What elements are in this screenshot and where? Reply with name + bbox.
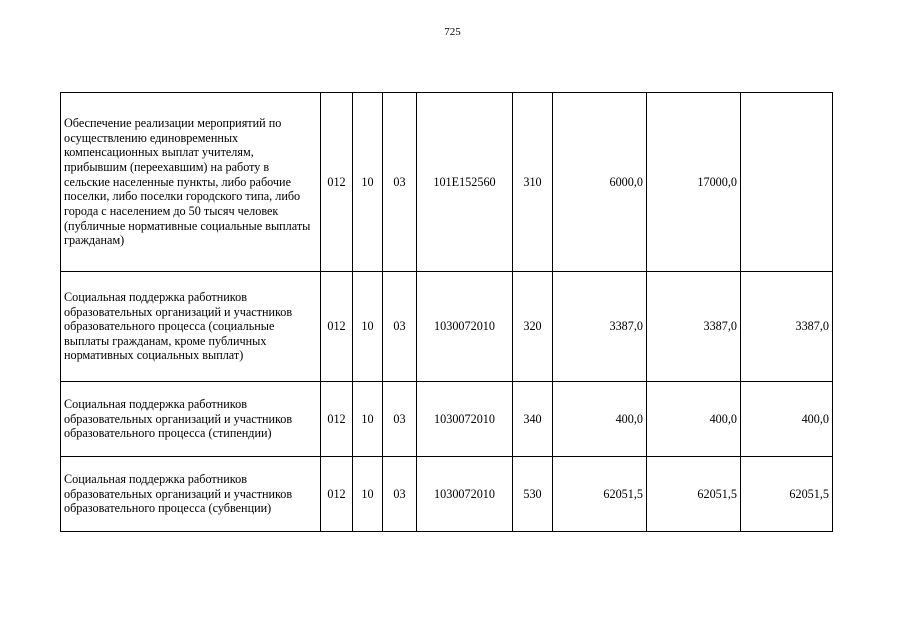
page-number: 725	[444, 26, 461, 38]
row-expense-type: 320	[513, 272, 553, 382]
row-amount-2: 17000,0	[647, 93, 741, 272]
row-target-code: 1030072010	[417, 272, 513, 382]
row-target-code: 1030072010	[417, 457, 513, 532]
row-ministry-code: 012	[321, 457, 353, 532]
row-section-code: 10	[353, 272, 383, 382]
row-subsection-code: 03	[383, 272, 417, 382]
row-amount-1: 3387,0	[553, 272, 647, 382]
row-amount-1: 6000,0	[553, 93, 647, 272]
row-ministry-code: 012	[321, 382, 353, 457]
row-amount-3: 62051,5	[741, 457, 833, 532]
row-ministry-code: 012	[321, 272, 353, 382]
row-expense-type: 310	[513, 93, 553, 272]
row-subsection-code: 03	[383, 93, 417, 272]
row-name: Обеспечение реализации мероприятий по осуществлению единовременных компенсационных выплат учителям, прибывшим (переехавшим) на работу в сельские населенные пункты, либо рабочие поселки, либо поселки городского типа, либо города с населением до 50 тысяч человек (публичные нормативные социальные выплаты гражданам)	[61, 93, 321, 272]
row-name: Социальная поддержка работников образовательных организаций и участников образовательного процесса (стипендии)	[61, 382, 321, 457]
row-ministry-code: 012	[321, 93, 353, 272]
row-amount-2: 62051,5	[647, 457, 741, 532]
row-target-code: 101Е152560	[417, 93, 513, 272]
table-row	[61, 457, 833, 532]
row-target-code: 1030072010	[417, 382, 513, 457]
table-row	[61, 382, 833, 457]
row-name: Социальная поддержка работников образовательных организаций и участников образовательного процесса (социальные выплаты гражданам, кроме публичных нормативных социальных выплат)	[61, 272, 321, 382]
row-name: Социальная поддержка работников образовательных организаций и участников образовательного процесса (субвенции)	[61, 457, 321, 532]
row-section-code: 10	[353, 382, 383, 457]
table-row	[61, 272, 833, 382]
table-row	[61, 93, 833, 272]
row-amount-1: 62051,5	[553, 457, 647, 532]
row-amount-2: 400,0	[647, 382, 741, 457]
row-subsection-code: 03	[383, 382, 417, 457]
row-subsection-code: 03	[383, 457, 417, 532]
row-amount-3: 3387,0	[741, 272, 833, 382]
budget-table	[60, 92, 833, 532]
row-amount-3: 400,0	[741, 382, 833, 457]
row-section-code: 10	[353, 457, 383, 532]
row-section-code: 10	[353, 93, 383, 272]
row-amount-2: 3387,0	[647, 272, 741, 382]
row-expense-type: 530	[513, 457, 553, 532]
row-amount-1: 400,0	[553, 382, 647, 457]
row-expense-type: 340	[513, 382, 553, 457]
row-amount-3	[741, 93, 833, 272]
